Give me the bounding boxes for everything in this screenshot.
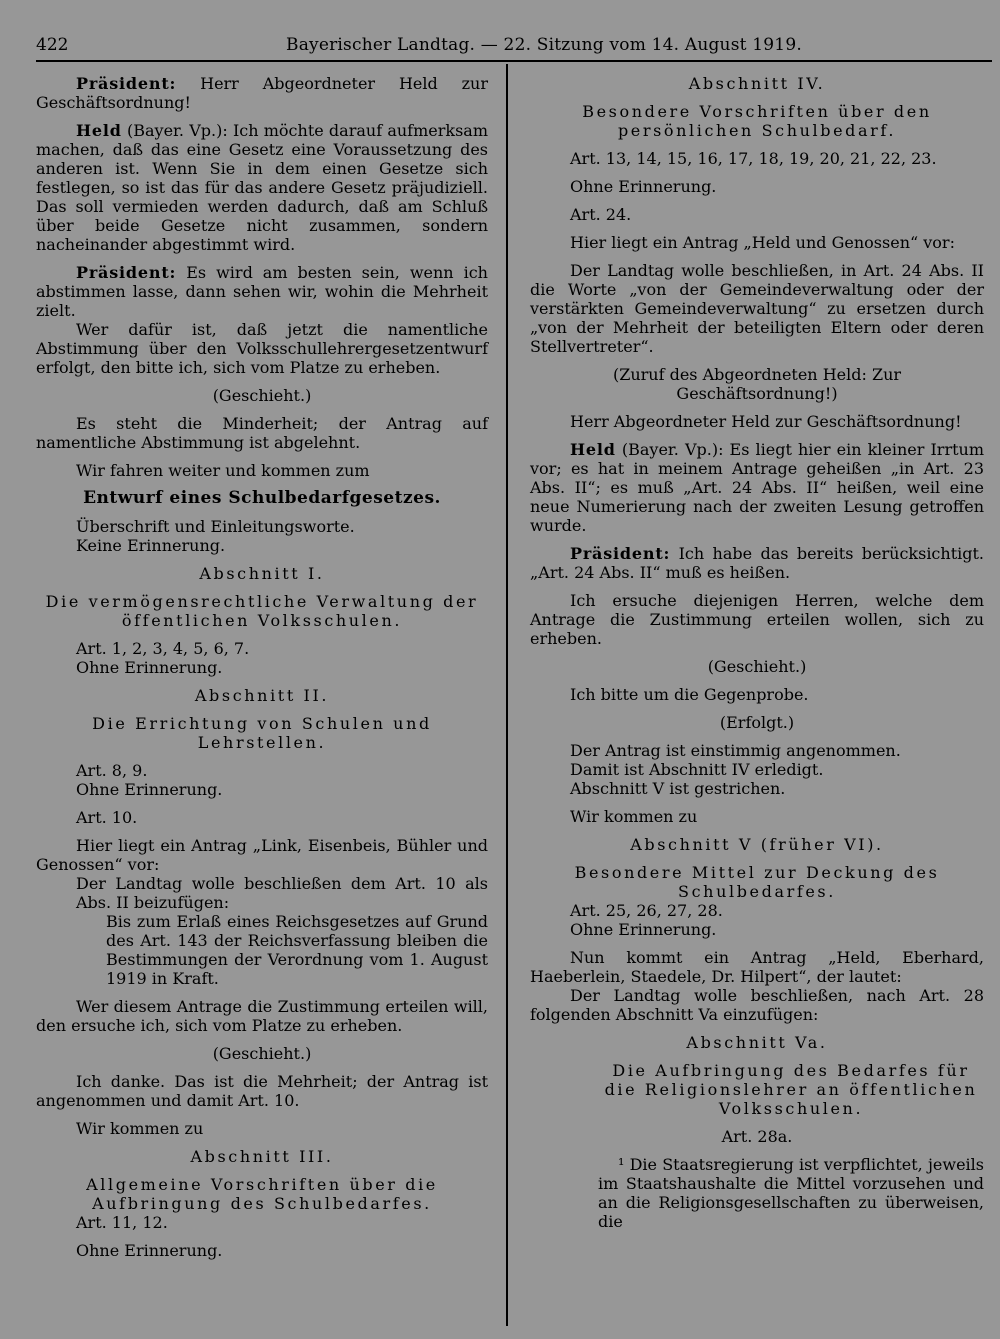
- article-list: Art. 13, 14, 15, 16, 17, 18, 19, 20, 21, 22, 23.: [570, 149, 937, 168]
- speaker-name: Held: [570, 440, 616, 459]
- speech-text: Herr Abgeordneter Held zur Geschäftsordnung!: [36, 74, 488, 112]
- article-list: Art. 8, 9.: [76, 761, 148, 780]
- paragraph: Wir fahren weiter und kommen zum: [76, 461, 370, 480]
- procedure-note: (Geschieht.): [212, 1044, 312, 1063]
- speech-text: (Bayer. Vp.): Ich möchte darauf aufmerksam machen, daß das eine Gesetz eine Voraussetzung des anderen ist. Wenn Sie in dem einen Gesetze sich festlegen, so ist das für das andere Gesetz präjudiziell. Das soll vermieden werden dadurch, daß am Schluß über beide Gesetze nicht zusammen, sondern nacheinander abgestimmt wird.: [36, 121, 488, 254]
- section-heading: Abschnitt II.: [194, 686, 330, 705]
- running-title: Bayerischer Landtag. — 22. Sitzung vom 14. August 1919.: [286, 35, 802, 55]
- article-list: Art. 24.: [570, 205, 632, 224]
- section-heading: Abschnitt V (früher VI).: [630, 835, 884, 854]
- paragraph: Hier liegt ein Antrag „Held und Genossen“ vor:: [570, 233, 955, 252]
- right-column: [530, 74, 984, 1240]
- speech-paragraph: [36, 263, 488, 320]
- page-header: [0, 0, 1000, 64]
- section-title: Die vermögensrechtliche Verwaltung der öffentlichen Volksschulen.: [45, 592, 479, 630]
- article-list: Art. 11, 12.: [76, 1213, 168, 1232]
- speech-text: Es wird am besten sein, wenn ich abstimmen lasse, dann sehen wir, wohin die Mehrheit zielt.: [36, 263, 488, 320]
- motion-text: Der Landtag wolle beschließen, nach Art. 28 folgenden Abschnitt Va einzufügen:: [530, 986, 984, 1024]
- section-heading: Abschnitt IV.: [688, 74, 826, 93]
- speaker-name: Präsident:: [570, 544, 671, 563]
- paragraph: Ohne Erinnerung.: [76, 780, 223, 799]
- section-heading: Abschnitt I.: [199, 564, 325, 583]
- paragraph: Wir kommen zu: [570, 807, 698, 826]
- motion-text: Der Landtag wolle beschließen dem Art. 10 als Abs. II beizufügen:: [76, 874, 488, 912]
- paragraph: Wir kommen zu: [76, 1119, 204, 1138]
- speaker-name: Held: [76, 121, 122, 140]
- paragraph: Überschrift und Einleitungsworte.: [76, 517, 355, 536]
- section-title: Allgemeine Vorschriften über die Aufbringung des Schulbedarfes.: [86, 1175, 438, 1213]
- section-title: Besondere Mittel zur Deckung des Schulbedarfes.: [574, 863, 940, 901]
- paragraph: Herr Abgeordneter Held zur Geschäftsordnung!: [570, 412, 962, 431]
- motion-text: Bis zum Erlaß eines Reichsgesetzes auf Grund des Art. 143 der Reichsverfassung bleiben die Bestimmungen der Verordnung vom 1. August 1919 in Kraft.: [106, 912, 488, 988]
- paragraph: Keine Erinnerung.: [76, 536, 226, 555]
- article-list: Art. 25, 26, 27, 28.: [570, 901, 723, 920]
- paragraph: Ohne Erinnerung.: [76, 1241, 223, 1260]
- article-heading: Art. 28a.: [721, 1127, 793, 1146]
- paragraph: Ohne Erinnerung.: [570, 177, 717, 196]
- paragraph: Hier liegt ein Antrag „Link, Eisenbeis, Bühler und Genossen“ vor:: [36, 836, 488, 874]
- section-title: Besondere Vorschriften über den persönlichen Schulbedarf.: [582, 102, 932, 140]
- paragraph: Der Antrag ist einstimmig angenommen.: [570, 741, 901, 760]
- left-column: [36, 74, 488, 1269]
- article-text: ¹ Die Staatsregierung ist verpflichtet, jeweils im Staatshaushalte die Mittel vorzusehen und an die Religionsgesellschaften zu überweisen, die: [598, 1155, 984, 1231]
- interjection: (Zuruf des Abgeordneten Held: Zur Geschäftsordnung!): [612, 365, 902, 403]
- paragraph: Wer dafür ist, daß jetzt die namentliche Abstimmung über den Volksschullehrergesetzentwurf erfolgt, den bitte ich, sich vom Platze zu erheben.: [36, 320, 488, 377]
- speech-paragraph: [530, 440, 984, 535]
- paragraph: Damit ist Abschnitt IV erledigt.: [570, 760, 824, 779]
- paragraph: Ich danke. Das ist die Mehrheit; der Antrag ist angenommen und damit Art. 10.: [36, 1072, 488, 1110]
- procedure-note: (Geschieht.): [212, 386, 312, 405]
- column-divider: [506, 64, 508, 1326]
- procedure-note: (Erfolgt.): [719, 713, 795, 732]
- procedure-note: (Geschieht.): [707, 657, 807, 676]
- paragraph: Ich ersuche diejenigen Herren, welche dem Antrage die Zustimmung erteilen wollen, sich zu erheben.: [530, 591, 984, 648]
- bill-heading: Entwurf eines Schulbedarfgesetzes.: [83, 488, 441, 508]
- paragraph: Ohne Erinnerung.: [570, 920, 717, 939]
- speech-text: (Bayer. Vp.): Es liegt hier ein kleiner Irrtum vor; es hat in meinem Antrage geheißen „in Art. 23 Abs. II“; es muß „Art. 24 Abs. II“ heißen, weil eine neue Numerierung nach der zweiten Lesung getroffen wurde.: [530, 440, 984, 535]
- paragraph: Es steht die Minderheit; der Antrag auf namentliche Abstimmung ist abgelehnt.: [36, 414, 488, 452]
- page-number: 422: [36, 35, 69, 55]
- speech-paragraph: [36, 121, 488, 254]
- article-list: Art. 1, 2, 3, 4, 5, 6, 7.: [76, 639, 250, 658]
- speaker-name: Präsident:: [76, 74, 177, 93]
- section-heading: Abschnitt III.: [190, 1147, 334, 1166]
- paragraph: Wer diesem Antrage die Zustimmung erteilen will, den ersuche ich, sich vom Platze zu erheben.: [36, 997, 488, 1035]
- section-heading: Abschnitt Va.: [686, 1033, 828, 1052]
- motion-text: Der Landtag wolle beschließen, in Art. 24 Abs. II die Worte „von der Gemeindeverwaltung oder der verstärkten Gemeindeverwaltung“ zu ersetzen durch „von der Mehrheit der beteiligten Eltern oder deren Stellvertreter“.: [530, 261, 984, 356]
- section-title: Die Errichtung von Schulen und Lehrstellen.: [92, 714, 432, 752]
- speaker-name: Präsident:: [76, 263, 177, 282]
- speech-paragraph: [530, 544, 984, 582]
- speech-paragraph: [36, 74, 488, 112]
- article-list: Art. 10.: [76, 808, 138, 827]
- paragraph: Ich bitte um die Gegenprobe.: [570, 685, 809, 704]
- paragraph: Abschnitt V ist gestrichen.: [570, 779, 786, 798]
- paragraph: Ohne Erinnerung.: [76, 658, 223, 677]
- paragraph: Nun kommt ein Antrag „Held, Eberhard, Haeberlein, Staedele, Dr. Hilpert“, der lautet:: [530, 948, 984, 986]
- header-rule: [36, 60, 992, 62]
- speech-text: Ich habe das bereits berücksichtigt. „Art. 24 Abs. II“ muß es heißen.: [530, 544, 984, 582]
- section-title: Die Aufbringung des Bedarfes für die Religionslehrer an öffentlichen Volksschulen.: [604, 1061, 978, 1118]
